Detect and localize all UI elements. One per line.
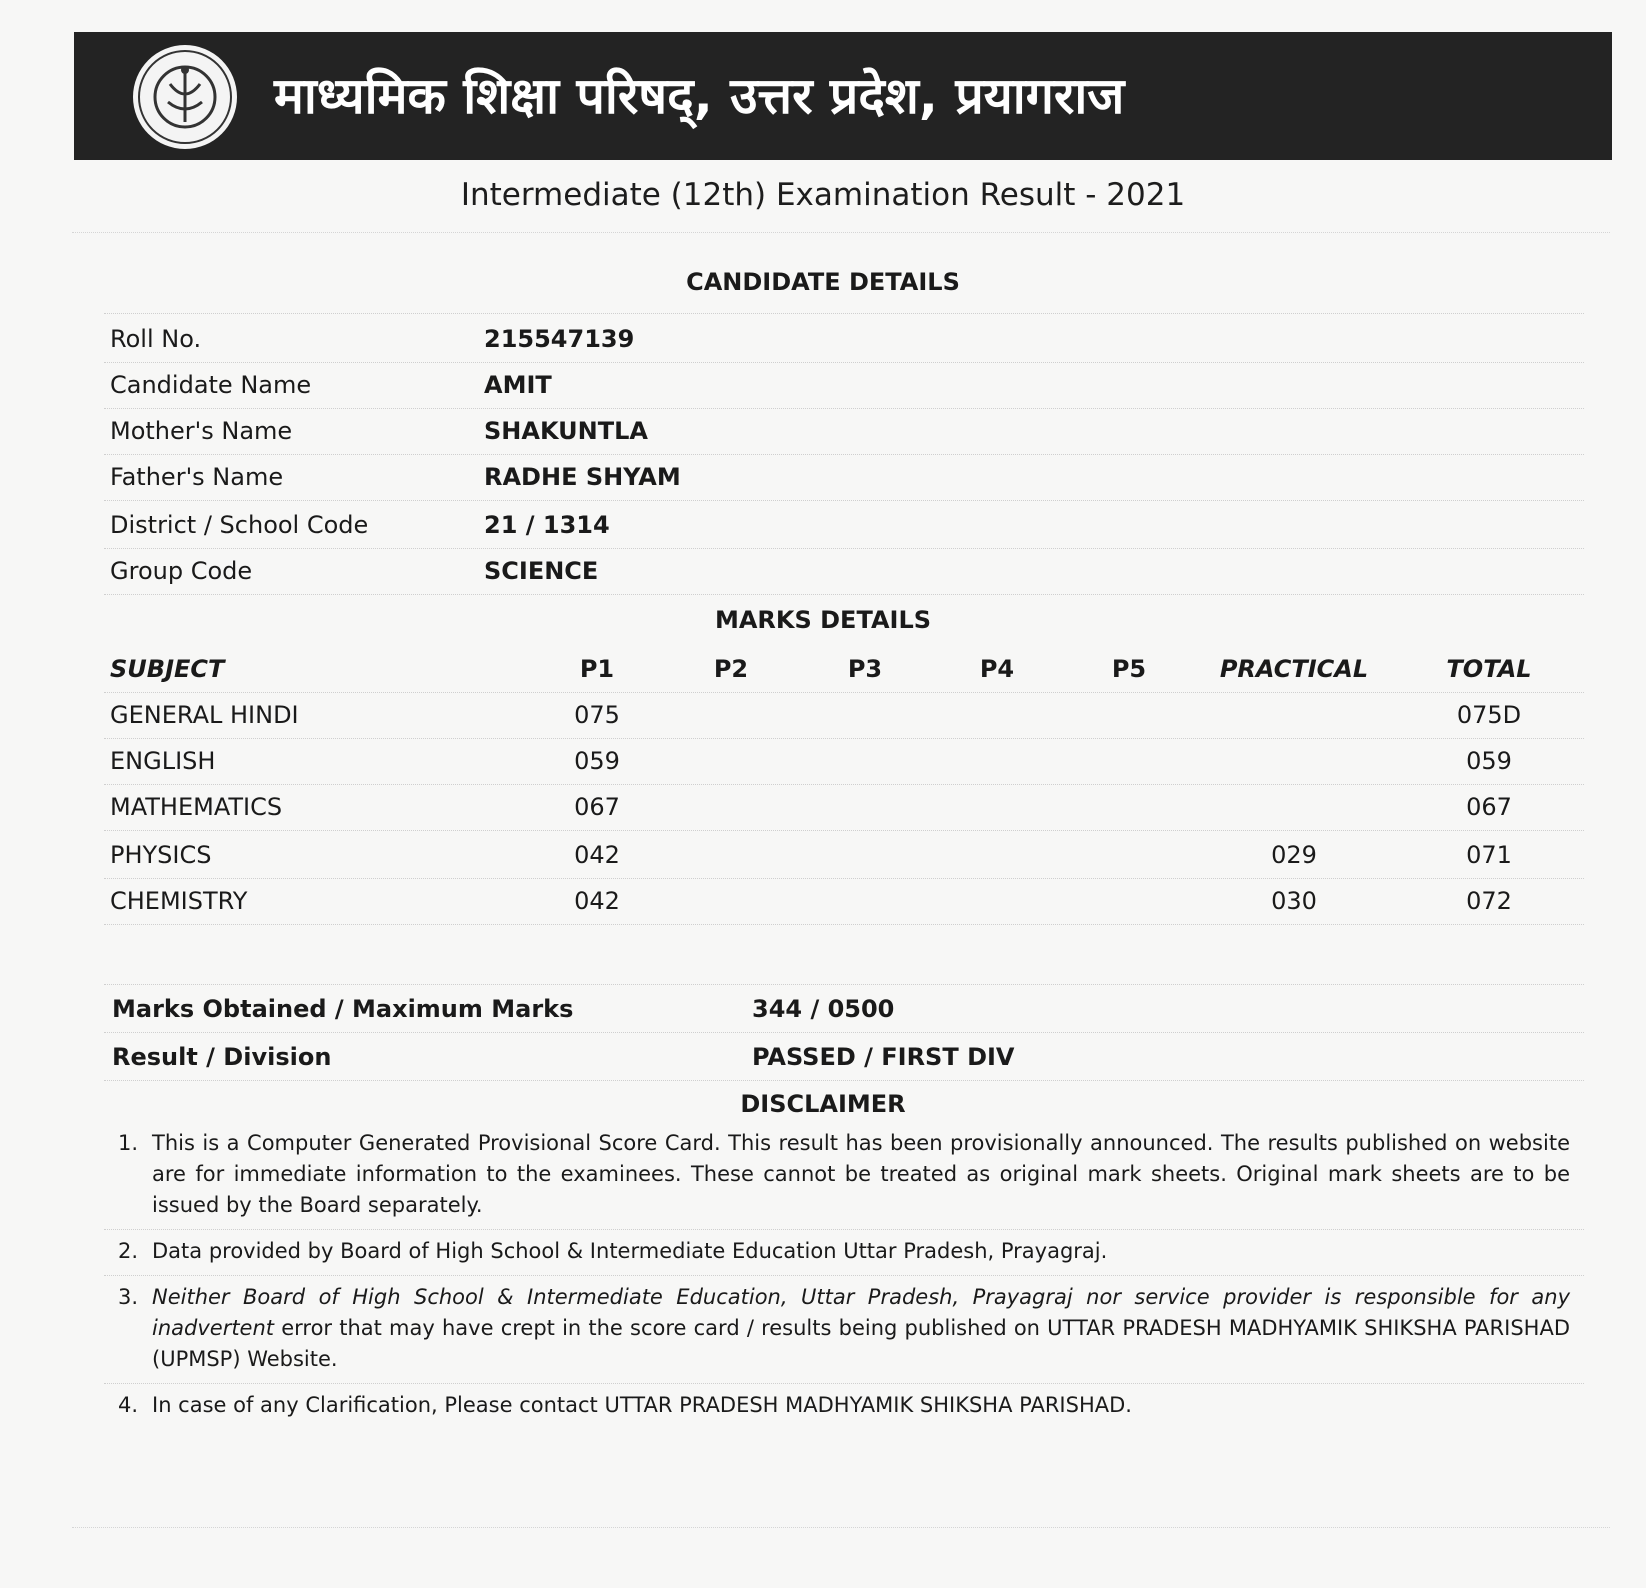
- p2-mark: [686, 692, 776, 738]
- disclaimer-text: This is a Computer Generated Provisional Score Card. This result has been provisionally announced. The results published on website are for immediate information to the examinees. These cannot be treated as original mark sheets. Original mark sheets are to be issued by the Board separately.: [152, 1131, 1570, 1217]
- p4-mark: [952, 692, 1042, 738]
- marks-header-row: [104, 646, 1584, 693]
- list-item: [104, 1128, 1584, 1230]
- col-header-p5: P5: [1111, 655, 1147, 683]
- field-label: Roll No.: [110, 325, 202, 353]
- total-mark: 071: [1466, 841, 1512, 869]
- subject-name: MATHEMATICS: [110, 793, 283, 821]
- p4-mark: [952, 738, 1042, 784]
- candidate-row: [104, 454, 1584, 501]
- header-banner: [74, 32, 1612, 160]
- result-row: [104, 1034, 1584, 1081]
- p3-mark: [820, 832, 910, 878]
- marks-details-heading: MARKS DETAILS: [714, 606, 932, 634]
- marks-summary-row: [104, 986, 1584, 1033]
- candidate-name-value: AMIT: [484, 371, 552, 399]
- field-label: Group Code: [110, 557, 253, 585]
- exam-title: Intermediate (12th) Examination Result - 2021: [460, 177, 1186, 213]
- roll-number-value: 215547139: [484, 325, 635, 353]
- col-header-p2: P2: [713, 655, 749, 683]
- p4-mark: [952, 784, 1042, 830]
- candidate-row: [104, 316, 1584, 363]
- marks-obtained-value: 344 / 0500: [752, 995, 895, 1023]
- board-name-hindi: माध्यमिक शिक्षा परिषद्, उत्तर प्रदेश, प्रयागराज: [274, 67, 1125, 125]
- total-mark: 059: [1466, 747, 1512, 775]
- p2-mark: [686, 738, 776, 784]
- p2-mark: [686, 878, 776, 924]
- p1-mark: 059: [574, 747, 620, 775]
- disclaimer-list: [104, 1128, 1584, 1435]
- father-name-value: RADHE SHYAM: [484, 463, 681, 491]
- item-number: 4.: [118, 1393, 139, 1417]
- p1-mark: 042: [574, 841, 620, 869]
- disclaimer-text: error that may have crept in the score card / results being published on UTTAR PRADESH MADHYAMIK SHIKSHA PARISHAD (UPMSP) Website.: [152, 1316, 1570, 1371]
- field-label: Father's Name: [110, 463, 284, 491]
- total-mark: 072: [1466, 887, 1512, 915]
- p5-mark: [1084, 738, 1174, 784]
- mother-name-value: SHAKUNTLA: [484, 417, 648, 445]
- p3-mark: [820, 878, 910, 924]
- candidate-row: [104, 548, 1584, 595]
- practical-mark: 030: [1271, 887, 1317, 915]
- table-row: [104, 832, 1584, 879]
- p3-mark: [820, 738, 910, 784]
- p4-mark: [952, 878, 1042, 924]
- p4-mark: [952, 832, 1042, 878]
- disclaimer-heading: DISCLAIMER: [740, 1090, 906, 1118]
- field-label: Candidate Name: [110, 371, 312, 399]
- col-header-p1: P1: [579, 655, 615, 683]
- practical-mark: [1184, 692, 1404, 738]
- p5-mark: [1084, 832, 1174, 878]
- col-header-subject: SUBJECT: [110, 655, 225, 683]
- total-mark: 075D: [1456, 701, 1522, 729]
- table-row: [104, 878, 1584, 925]
- p3-mark: [820, 692, 910, 738]
- table-row: [104, 692, 1584, 739]
- candidate-row: [104, 502, 1584, 549]
- practical-mark: [1184, 784, 1404, 830]
- p3-mark: [820, 784, 910, 830]
- item-number: 2.: [118, 1239, 139, 1263]
- practical-mark: [1184, 738, 1404, 784]
- total-mark: 067: [1466, 793, 1512, 821]
- p5-mark: [1084, 878, 1174, 924]
- field-label: District / School Code: [110, 511, 369, 539]
- list-item: [104, 1282, 1584, 1384]
- subject-name: GENERAL HINDI: [110, 701, 299, 729]
- disclaimer-text-italic: Neither Board of High School & Intermediate Education, Uttar Pradesh, Prayagraj nor service provider is responsible for any inadvertent: [152, 1285, 1570, 1340]
- disclaimer-text: Data provided by Board of High School & Intermediate Education Uttar Pradesh, Prayagraj.: [152, 1239, 1108, 1263]
- field-label: Mother's Name: [110, 417, 293, 445]
- marks-obtained-label: Marks Obtained / Maximum Marks: [112, 995, 574, 1023]
- group-code-value: SCIENCE: [484, 557, 599, 585]
- p2-mark: [686, 832, 776, 878]
- p5-mark: [1084, 784, 1174, 830]
- p2-mark: [686, 784, 776, 830]
- col-header-p4: P4: [979, 655, 1015, 683]
- item-number: 3.: [118, 1285, 139, 1309]
- disclaimer-text: In case of any Clarification, Please contact UTTAR PRADESH MADHYAMIK SHIKSHA PARISHAD.: [152, 1393, 1132, 1417]
- p1-mark: 067: [574, 793, 620, 821]
- table-row: [104, 738, 1584, 785]
- school-code-value: 21 / 1314: [484, 511, 610, 539]
- candidate-row: [104, 408, 1584, 455]
- candidate-row: [104, 362, 1584, 409]
- item-number: 1.: [118, 1131, 139, 1155]
- result-division-label: Result / Division: [112, 1043, 332, 1071]
- list-item: [104, 1390, 1584, 1429]
- board-seal-logo: [130, 42, 240, 152]
- col-header-practical: PRACTICAL: [1219, 655, 1369, 683]
- p5-mark: [1084, 692, 1174, 738]
- table-row: [104, 784, 1584, 831]
- col-header-p3: P3: [847, 655, 883, 683]
- subject-name: PHYSICS: [110, 841, 212, 869]
- result-division-value: PASSED / FIRST DIV: [752, 1043, 1015, 1071]
- subject-name: CHEMISTRY: [110, 887, 248, 915]
- p1-mark: 075: [574, 701, 620, 729]
- subject-name: ENGLISH: [110, 747, 216, 775]
- practical-mark: 029: [1271, 841, 1317, 869]
- p1-mark: 042: [574, 887, 620, 915]
- col-header-total: TOTAL: [1446, 655, 1532, 683]
- candidate-details-heading: CANDIDATE DETAILS: [686, 268, 960, 296]
- list-item: [104, 1236, 1584, 1276]
